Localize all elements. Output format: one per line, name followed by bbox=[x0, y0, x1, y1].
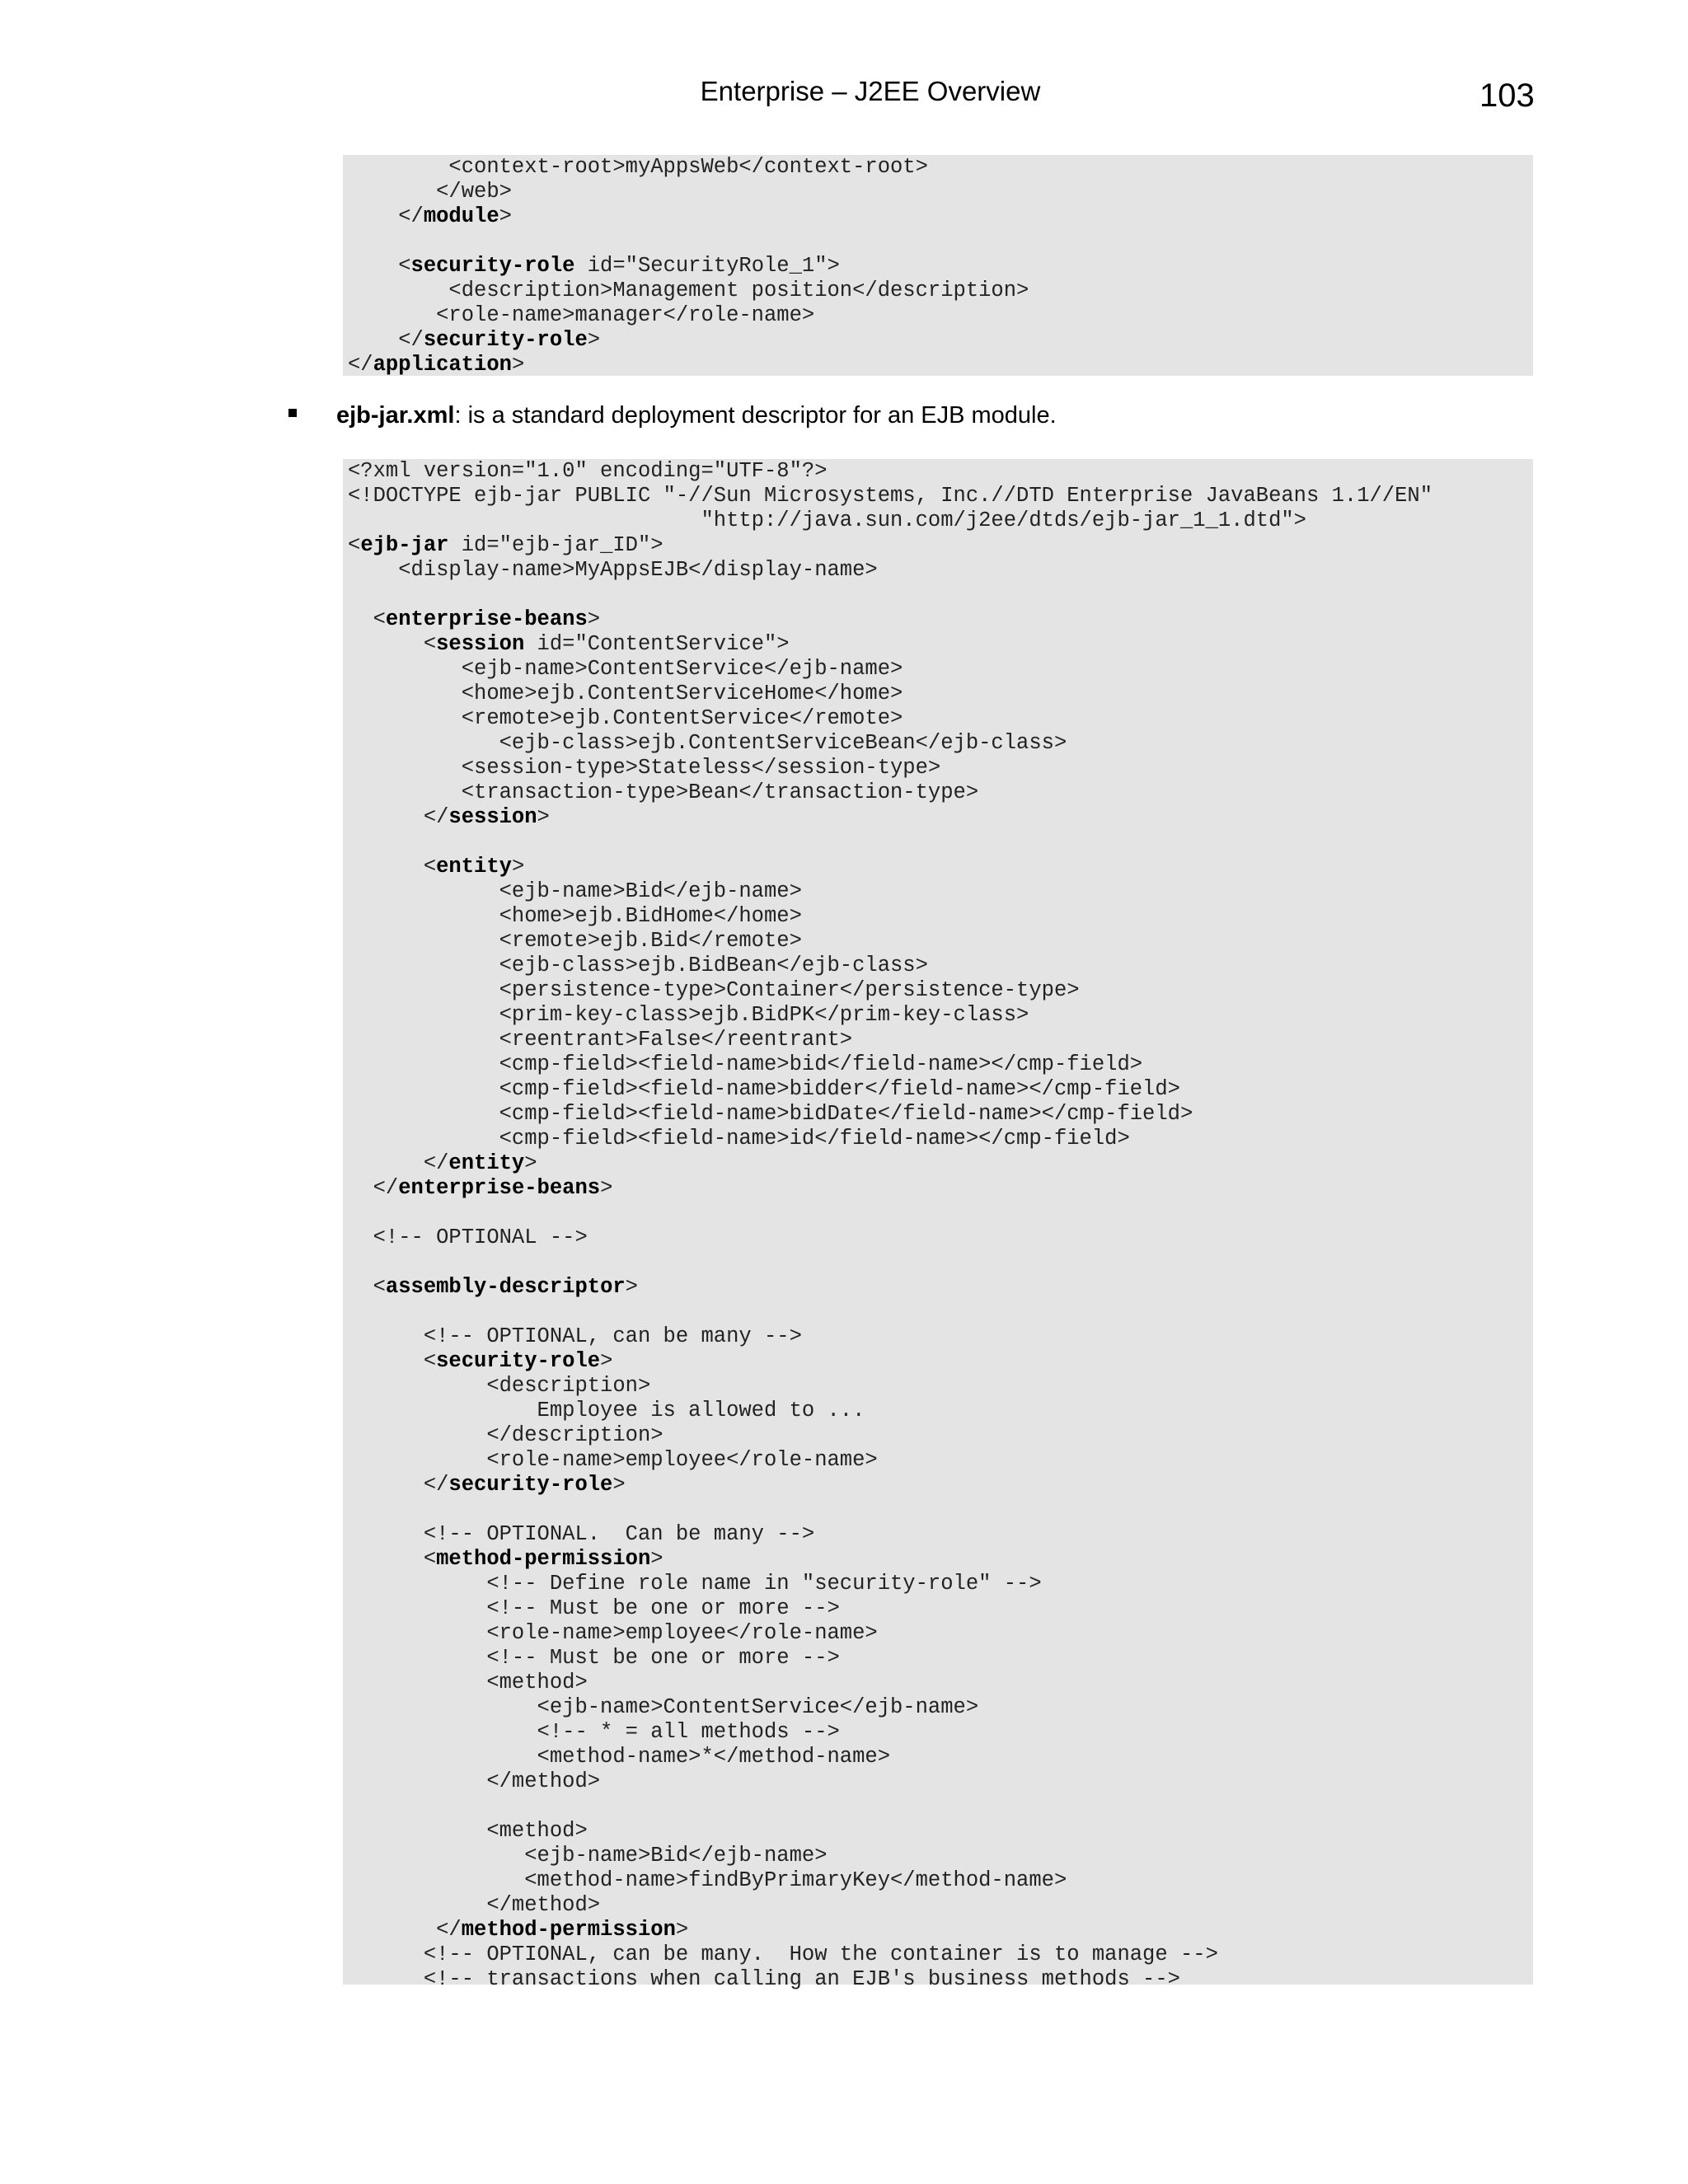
square-bullet-icon bbox=[288, 409, 297, 417]
code-line bbox=[348, 929, 1533, 954]
code-line bbox=[348, 1918, 1533, 1943]
code-line bbox=[348, 1572, 1533, 1596]
code-line bbox=[348, 1596, 1533, 1621]
bullet-term: ejb-jar.xml bbox=[336, 402, 455, 429]
code-text: > bbox=[600, 1349, 613, 1373]
code-tag-name: ejb-jar bbox=[360, 533, 449, 557]
code-text: <cmp-field><field-name>bid</field-name></cmp-field> bbox=[348, 1052, 1143, 1076]
code-line bbox=[348, 1127, 1533, 1151]
code-line bbox=[348, 1324, 1533, 1349]
code-text: > bbox=[675, 1918, 689, 1942]
code-line bbox=[348, 1745, 1533, 1769]
code-text: <ejb-name>Bid</ejb-name> bbox=[348, 1844, 828, 1868]
code-text: <ejb-name>ContentService</ejb-name> bbox=[348, 1695, 979, 1719]
code-text: </ bbox=[348, 1918, 462, 1942]
code-line bbox=[348, 155, 1533, 180]
code-line bbox=[348, 1300, 1533, 1324]
code-line bbox=[348, 1077, 1533, 1102]
code-text: > bbox=[511, 855, 525, 879]
code-line bbox=[348, 533, 1533, 558]
code-text: <!-- Define role name in "security-role" --> bbox=[348, 1572, 1042, 1596]
code-text: > bbox=[625, 1275, 638, 1299]
code-text: <method-name>*</method-name> bbox=[348, 1745, 891, 1769]
code-text: <ejb-name>Bid</ejb-name> bbox=[348, 879, 802, 903]
code-line bbox=[348, 632, 1533, 657]
code-line bbox=[348, 780, 1533, 805]
code-text: > bbox=[499, 204, 512, 228]
code-line bbox=[348, 1868, 1533, 1893]
code-line bbox=[348, 879, 1533, 904]
code-line bbox=[348, 1226, 1533, 1250]
code-text: </ bbox=[348, 1151, 449, 1175]
code-text: <display-name>MyAppsEJB</display-name> bbox=[348, 558, 878, 582]
code-text: "http://java.sun.com/j2ee/dtds/ejb-jar_1_1.dtd"> bbox=[348, 509, 1306, 532]
code-line bbox=[348, 1374, 1533, 1399]
code-text: id="ContentService"> bbox=[524, 632, 790, 656]
code-text: </ bbox=[348, 805, 449, 829]
code-line bbox=[348, 303, 1533, 328]
code-text: </ bbox=[348, 204, 424, 228]
code-text: <method-name>findByPrimaryKey</method-name> bbox=[348, 1868, 1067, 1892]
code-line bbox=[348, 607, 1533, 632]
code-text: id="SecurityRole_1"> bbox=[574, 254, 840, 278]
code-line bbox=[348, 1028, 1533, 1052]
code-tag-name: application bbox=[373, 353, 512, 377]
code-text: > bbox=[511, 353, 525, 377]
code-text: <role-name>employee</role-name> bbox=[348, 1448, 878, 1472]
code-line bbox=[348, 978, 1533, 1003]
code-text: > bbox=[587, 328, 601, 352]
code-line bbox=[348, 1522, 1533, 1547]
code-text: <?xml version="1.0" encoding="UTF-8"?> bbox=[348, 459, 828, 483]
code-line bbox=[348, 1720, 1533, 1745]
code-line bbox=[348, 805, 1533, 830]
code-text: > bbox=[524, 1151, 537, 1175]
code-line bbox=[348, 583, 1533, 607]
code-line bbox=[348, 328, 1533, 353]
code-text: <!-- * = all methods --> bbox=[348, 1720, 840, 1744]
code-line bbox=[348, 459, 1533, 484]
code-line bbox=[348, 904, 1533, 929]
code-text: <context-root>myAppsWeb</context-root> bbox=[348, 155, 928, 179]
code-tag-name: session bbox=[436, 632, 525, 656]
code-line bbox=[348, 1399, 1533, 1423]
code-line bbox=[348, 1349, 1533, 1374]
bullet-text: : is a standard deployment descriptor for an EJB module. bbox=[454, 402, 1057, 429]
code-text: </description> bbox=[348, 1423, 663, 1447]
code-text: <remote>ejb.Bid</remote> bbox=[348, 929, 802, 953]
code-text: < bbox=[348, 855, 437, 879]
code-text: < bbox=[348, 607, 386, 631]
code-text: < bbox=[348, 533, 361, 557]
code-text: <cmp-field><field-name>bidder</field-name></cmp-field> bbox=[348, 1077, 1180, 1101]
code-line bbox=[348, 204, 1533, 229]
code-text: <role-name>employee</role-name> bbox=[348, 1621, 878, 1645]
code-line bbox=[348, 1794, 1533, 1819]
code-text: <method> bbox=[348, 1819, 588, 1843]
code-text: > bbox=[650, 1547, 663, 1571]
code-line bbox=[348, 682, 1533, 706]
code-text: <persistence-type>Container</persistence-type> bbox=[348, 978, 1080, 1002]
code-text: <!-- Must be one or more --> bbox=[348, 1596, 840, 1620]
code-line bbox=[348, 1943, 1533, 1967]
code-text: > bbox=[612, 1473, 626, 1497]
code-tag-name: security-role bbox=[436, 1349, 601, 1373]
code-line bbox=[348, 1967, 1533, 1992]
code-tag-name: security-role bbox=[410, 254, 575, 278]
code-text: <ejb-class>ejb.ContentServiceBean</ejb-class> bbox=[348, 731, 1067, 755]
code-line bbox=[348, 1769, 1533, 1794]
code-line bbox=[348, 509, 1533, 533]
code-block-application-xml bbox=[343, 155, 1533, 376]
bullet-item-ejb-jar bbox=[288, 402, 1057, 429]
code-line bbox=[348, 1621, 1533, 1646]
code-text: </method> bbox=[348, 1769, 601, 1793]
code-line bbox=[348, 1102, 1533, 1127]
code-line bbox=[348, 706, 1533, 731]
code-text: </ bbox=[348, 328, 424, 352]
code-tag-name: security-role bbox=[448, 1473, 613, 1497]
code-text: <session-type>Stateless</session-type> bbox=[348, 756, 941, 780]
code-text: > bbox=[587, 607, 601, 631]
code-text: <remote>ejb.ContentService</remote> bbox=[348, 706, 903, 730]
code-tag-name: method-permission bbox=[436, 1547, 651, 1571]
code-line bbox=[348, 1646, 1533, 1671]
code-line bbox=[348, 1003, 1533, 1028]
page-header-title: Enterprise – J2EE Overview bbox=[700, 76, 1041, 106]
code-block-ejb-jar-xml bbox=[343, 459, 1533, 1991]
code-text: </method> bbox=[348, 1893, 601, 1917]
page-number: 103 bbox=[1479, 77, 1535, 114]
code-text: <!-- OPTIONAL --> bbox=[348, 1226, 588, 1249]
code-text: <!-- OPTIONAL. Can be many --> bbox=[348, 1522, 815, 1546]
code-line bbox=[348, 1151, 1533, 1176]
code-text: <ejb-name>ContentService</ejb-name> bbox=[348, 657, 903, 681]
code-tag-name: session bbox=[448, 805, 537, 829]
code-text: < bbox=[348, 1349, 437, 1373]
code-line bbox=[348, 1176, 1533, 1201]
code-line bbox=[348, 1473, 1533, 1497]
code-line bbox=[348, 484, 1533, 509]
code-text: > bbox=[600, 1176, 613, 1200]
code-line bbox=[348, 1250, 1533, 1275]
code-text: <cmp-field><field-name>id</field-name></cmp-field> bbox=[348, 1127, 1130, 1151]
code-text: <description> bbox=[348, 1374, 651, 1398]
code-text: <!-- Must be one or more --> bbox=[348, 1646, 840, 1670]
code-text: <role-name>manager</role-name> bbox=[348, 303, 815, 327]
code-text: <transaction-type>Bean</transaction-type> bbox=[348, 780, 979, 804]
code-line bbox=[348, 1201, 1533, 1226]
code-text: <!-- OPTIONAL, can be many. How the container is to manage --> bbox=[348, 1943, 1218, 1966]
code-text: <description>Management position</description> bbox=[348, 279, 1029, 302]
code-text: <home>ejb.ContentServiceHome</home> bbox=[348, 682, 903, 705]
code-line bbox=[348, 954, 1533, 978]
code-tag-name: enterprise-beans bbox=[398, 1176, 601, 1200]
code-text: </web> bbox=[348, 180, 512, 204]
code-line bbox=[348, 657, 1533, 682]
code-line bbox=[348, 1695, 1533, 1720]
code-line bbox=[348, 180, 1533, 204]
code-text: <home>ejb.BidHome</home> bbox=[348, 904, 802, 928]
code-text: Employee is allowed to ... bbox=[348, 1399, 865, 1422]
code-text: < bbox=[348, 1275, 386, 1299]
code-text: > bbox=[537, 805, 550, 829]
code-line bbox=[348, 830, 1533, 855]
code-line bbox=[348, 229, 1533, 254]
code-line bbox=[348, 1448, 1533, 1473]
code-text: <!-- transactions when calling an EJB's business methods --> bbox=[348, 1967, 1180, 1991]
code-line bbox=[348, 1671, 1533, 1695]
code-text: < bbox=[348, 254, 411, 278]
code-text: <cmp-field><field-name>bidDate</field-name></cmp-field> bbox=[348, 1102, 1193, 1126]
code-tag-name: security-role bbox=[423, 328, 588, 352]
code-text: < bbox=[348, 1547, 437, 1571]
code-text: </ bbox=[348, 1473, 449, 1497]
code-tag-name: entity bbox=[448, 1151, 525, 1175]
code-text: <reentrant>False</reentrant> bbox=[348, 1028, 853, 1052]
code-line bbox=[348, 1844, 1533, 1868]
code-text: id="ejb-jar_ID"> bbox=[448, 533, 663, 557]
code-line bbox=[348, 1052, 1533, 1077]
code-tag-name: method-permission bbox=[461, 1918, 676, 1942]
code-line bbox=[348, 1275, 1533, 1300]
code-line bbox=[348, 353, 1533, 377]
code-text: <ejb-class>ejb.BidBean</ejb-class> bbox=[348, 954, 928, 977]
code-tag-name: enterprise-beans bbox=[385, 607, 588, 631]
code-tag-name: module bbox=[423, 204, 499, 228]
code-line bbox=[348, 1497, 1533, 1522]
code-line bbox=[348, 1893, 1533, 1918]
code-tag-name: entity bbox=[436, 855, 512, 879]
code-line bbox=[348, 1547, 1533, 1572]
code-tag-name: assembly-descriptor bbox=[385, 1275, 626, 1299]
code-line bbox=[348, 1819, 1533, 1844]
code-line bbox=[348, 731, 1533, 756]
code-text: <!-- OPTIONAL, can be many --> bbox=[348, 1324, 802, 1348]
code-line bbox=[348, 558, 1533, 583]
code-text: </ bbox=[348, 1176, 399, 1200]
code-line bbox=[348, 855, 1533, 879]
code-text: <method> bbox=[348, 1671, 588, 1694]
code-text: <prim-key-class>ejb.BidPK</prim-key-class> bbox=[348, 1003, 1029, 1027]
code-text: < bbox=[348, 632, 437, 656]
code-line bbox=[348, 279, 1533, 303]
code-text: <!DOCTYPE ejb-jar PUBLIC "-//Sun Microsystems, Inc.//DTD Enterprise JavaBeans 1.1//EN" bbox=[348, 484, 1433, 508]
code-line bbox=[348, 756, 1533, 780]
code-line bbox=[348, 1423, 1533, 1448]
code-line bbox=[348, 254, 1533, 279]
code-text: </ bbox=[348, 353, 373, 377]
